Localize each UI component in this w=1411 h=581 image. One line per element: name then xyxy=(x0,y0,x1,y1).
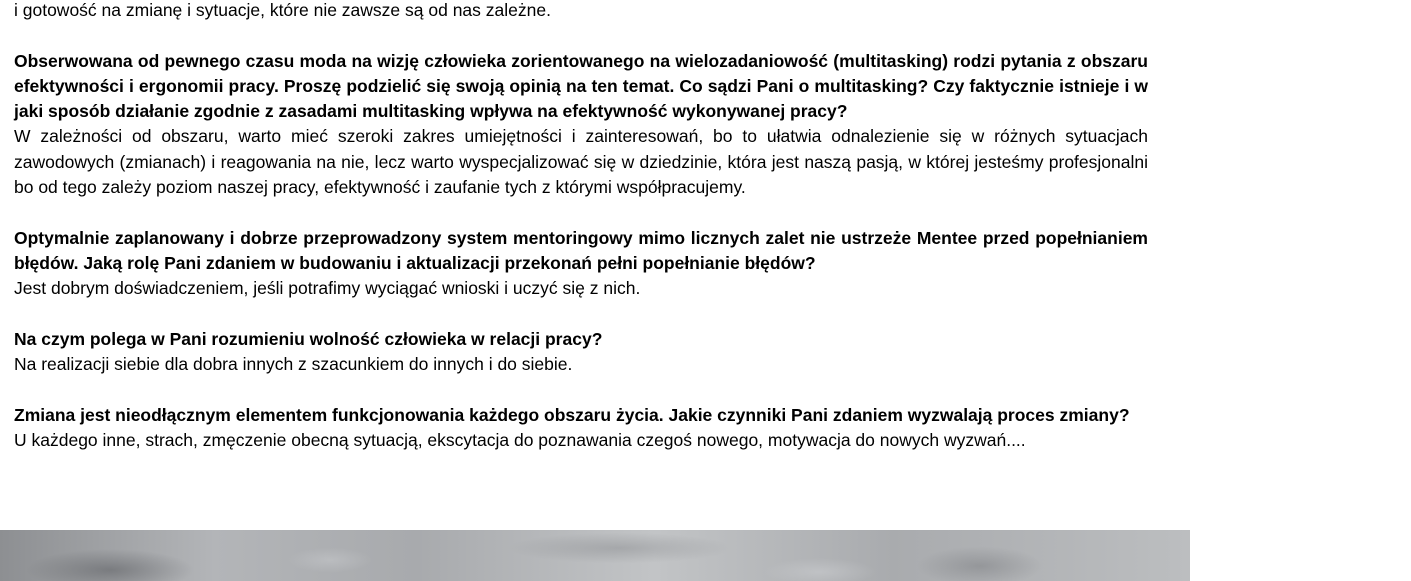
concrete-texture-banner xyxy=(0,530,1190,581)
answer-multitasking: W zależności od obszaru, warto mieć szeroki zakres umiejętności i zainteresowań, bo to ułatwia odnalezienie się w różnych sytuacjach zawodowych (zmianach) i reagowania na nie, lecz warto wyspecjalizować się w dziedzinie, która jest naszą pasją, w której jesteśmy profesjonalni bo od tego zależy poziom naszej pracy, efektywność i zaufanie tych z którymi współpracujemy. xyxy=(14,126,1148,198)
answer-change: U każdego inne, strach, zmęczenie obecną sytuacją, ekscytacja do poznawania czegoś nowego, motywacja do nowych wyzwań.... xyxy=(14,430,1026,451)
question-multitasking: Obserwowana od pewnego czasu moda na wizję człowieka zorientowanego na wielozadaniowość (multitasking) rodzi pytania z obszaru efektywności i ergonomii pracy. Proszę podzielić się swoją opinią na ten temat. Co sądzi Pani o multitasking? Czy faktycznie istnieje i w jaki sposób działanie zgodnie z zasadami multitasking wpływa na efektywność wykonywanej pracy? xyxy=(14,50,1148,122)
question-freedom: Na czym polega w Pani rozumieniu wolność człowieka w relacji pracy? xyxy=(14,328,603,349)
question-change: Zmiana jest nieodłącznym elementem funkcjonowania każdego obszaru życia. Jakie czynniki Pani zdaniem wyzwalają proces zmiany? xyxy=(14,404,1130,425)
paragraph-spacer xyxy=(14,200,1148,225)
answer-mistakes: Jest dobrym doświadczeniem, jeśli potrafimy wyciągać wnioski i uczyć się z nich. xyxy=(14,278,641,299)
paragraph-spacer xyxy=(14,377,1148,402)
paragraph-spacer xyxy=(14,302,1148,327)
interview-text xyxy=(14,0,1148,453)
paragraph-spacer xyxy=(14,23,1148,48)
intro-paragraph-tail: i gotowość na zmianę i sytuacje, które nie zawsze są od nas zależne. xyxy=(14,0,551,20)
question-mistakes: Optymalnie zaplanowany i dobrze przeprowadzony system mentoringowy mimo licznych zalet nie ustrzeże Mentee przed popełnianiem błędów. Jaką rolę Pani zdaniem w budowaniu i aktualizacji przekonań pełni popełnianie błędów? xyxy=(14,227,1148,273)
answer-freedom: Na realizacji siebie dla dobra innych z szacunkiem do innych i do siebie. xyxy=(14,354,573,375)
